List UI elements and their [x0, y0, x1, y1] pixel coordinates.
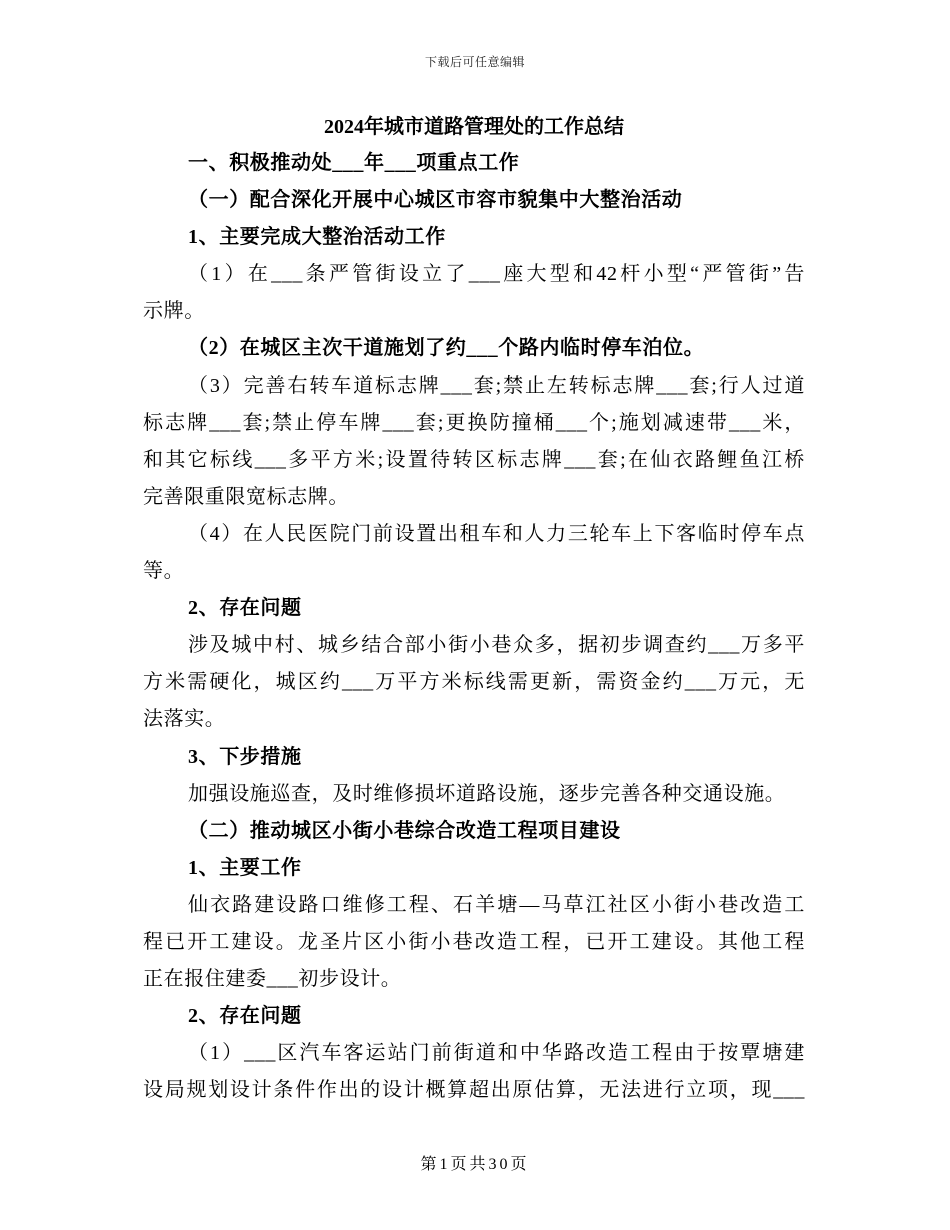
subsection-heading: [143, 182, 805, 219]
paragraph-line: 等。: [143, 560, 185, 583]
paragraph-line: 和其它标线___多平方米;设置待转区标志牌___套;在仙衣路鲤鱼江桥: [143, 448, 805, 471]
heading-text: 2、存在问题: [188, 1005, 302, 1028]
body-paragraph: [143, 256, 805, 330]
paragraph-line: （1）___区汽车客运站门前街道和中华路改造工程由于按覃塘建: [188, 1042, 805, 1065]
paragraph-line: 法落实。: [143, 708, 226, 731]
body-paragraph-bold: [143, 330, 805, 367]
paragraph-line: （3）完善右转车道标志牌___套;禁止左转标志牌___套;行人过道: [188, 374, 805, 397]
body-paragraph: [143, 368, 805, 516]
paragraph-line: 方米需硬化，城区约___万平方米标线需更新，需资金约___万元，无: [143, 671, 805, 694]
document-title: 2024年城市道路管理处的工作总结: [324, 116, 624, 138]
item-heading: [143, 850, 805, 887]
body-paragraph: [143, 887, 805, 998]
paragraph-line: 示牌。: [143, 300, 205, 323]
page-header-note: 下载后可任意编辑: [424, 55, 525, 69]
heading-text: 2、存在问题: [188, 597, 302, 620]
heading-text: 1、主要工作: [188, 856, 302, 879]
section-heading: [143, 145, 805, 182]
body-paragraph: [143, 1035, 805, 1109]
paragraph-line: （4）在人民医院门前设置出租车和人力三轮车上下客临时停车点: [188, 522, 805, 545]
item-heading: [143, 739, 805, 776]
body-paragraph: [143, 776, 805, 813]
heading-text: 1、主要完成大整治活动工作: [188, 226, 446, 249]
item-heading: [143, 590, 805, 627]
paragraph-line: （2）在城区主次干道施划了约___个路内临时停车泊位。: [188, 337, 705, 360]
paragraph-line: 设局规划设计条件作出的设计概算超出原估算，无法进行立项，现___: [143, 1079, 805, 1102]
item-heading: [143, 998, 805, 1035]
document-body: [143, 109, 805, 1109]
paragraph-line: （1）在___条严管街设立了___座大型和42杆小型“严管街”告: [188, 263, 805, 286]
paragraph-line: 标志牌___套;禁止停车牌___套;更换防撞桶___个;施划减速带___米，: [143, 411, 805, 434]
paragraph-line: 完善限重限宽标志牌。: [143, 485, 349, 508]
body-paragraph: [143, 516, 805, 590]
heading-text: 一、积极推动处___年___项重点工作: [188, 152, 520, 174]
body-paragraph: [143, 627, 805, 738]
item-heading: [143, 219, 805, 256]
paragraph-line: 涉及城中村、城乡结合部小街小巷众多，据初步调查约___万多平: [188, 634, 805, 657]
subsection-heading: [143, 813, 805, 850]
paragraph-line: 仙衣路建设路口维修工程、石羊塘—马草江社区小街小巷改造工: [188, 893, 805, 916]
heading-text: （二）推动城区小街小巷综合改造工程项目建设: [188, 819, 621, 842]
heading-text: （一）配合深化开展中心城区市容市貌集中大整治活动: [188, 189, 683, 212]
paragraph-line: 正在报住建委___初步设计。: [143, 968, 402, 991]
page-number: 第1页共30页: [420, 1156, 530, 1173]
paragraph-line: 加强设施巡查，及时维修损坏道路设施，逐步完善各种交通设施。: [188, 782, 786, 805]
heading-text: 3、下步措施: [188, 745, 302, 768]
paragraph-line: 程已开工建设。龙圣片区小街小巷改造工程，已开工建设。其他工程: [143, 930, 805, 953]
